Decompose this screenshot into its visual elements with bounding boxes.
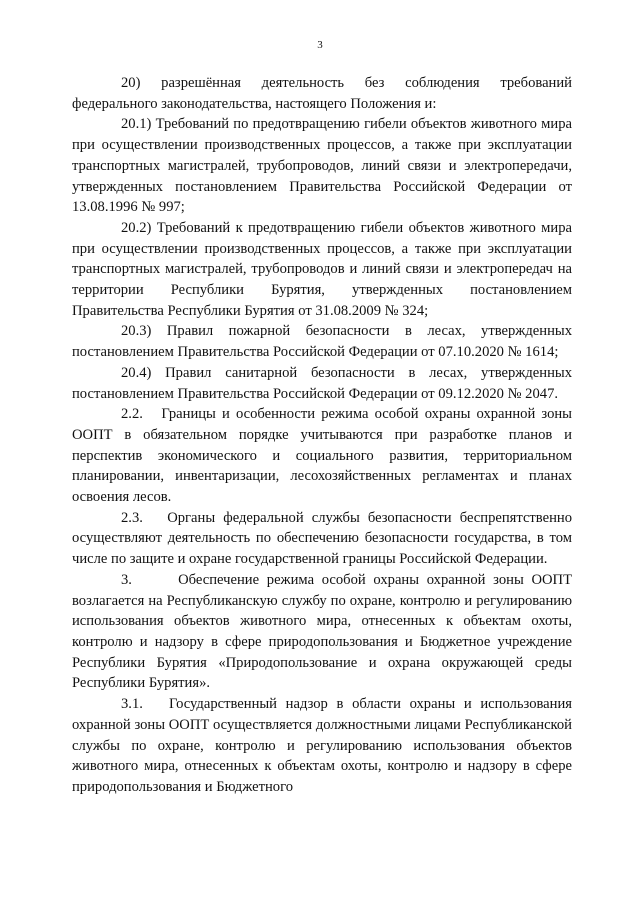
- page-number: 3: [317, 39, 323, 51]
- paragraph-20-4: 20.4) Правил санитарной безопасности в лесах, утвержденных постановлением Правительства Российской Федерации от 09.12.2020 № 2047.: [72, 364, 572, 402]
- paragraph-3-1: 3.1. Государственный надзор в области охраны и использования охранной зоны ООПТ осуществляется должностными лицами Республиканской службы по охране, контролю и регулированию использования объектов животного мира, отнесенных к объектам охоты, контролю и надзору в сфере природопользования и Бюджетного: [72, 696, 572, 795]
- paragraph-20-1: 20.1) Требований по предотвращению гибели объектов животного мира при осуществлении производственных процессов, а также при эксплуатации транспортных магистралей, трубопроводов, линий связи и электропередачи, утвержденных постановлением Правительства Российской Федерации от 13.08.1996 № 997;: [72, 116, 572, 216]
- paragraph-20-3: 20.3) Правил пожарной безопасности в лесах, утвержденных постановлением Правительства Российской Федерации от 07.10.2020 № 1614;: [72, 323, 572, 361]
- document-body: [72, 73, 572, 798]
- paragraph-3: 3. Обеспечение режима особой охраны охранной зоны ООПТ возлагается на Республиканскую службу по охране, контролю и регулированию использования объектов животного мира, отнесенных к объектам охоты, контролю и надзору в сфере природопользования и Бюджетное учреждение Республики Бурятия «Природопользование и охрана окружающей среды Республики Бурятия».: [72, 571, 572, 692]
- paragraph-20: 20) разрешённая деятельность без соблюдения требований федерального законодательства, настоящего Положения и:: [72, 75, 572, 112]
- paragraph-2-3: 2.3. Органы федеральной службы безопасности беспрепятственно осуществляют деятельность по обеспечению безопасности государства, в том числе по защите и охране государственной границы Российской Федерации.: [72, 509, 572, 568]
- paragraph-2-2: 2.2. Границы и особенности режима особой охраны охранной зоны ООПТ в обязательном порядке учитываются при разработке планов и перспектив экономического и социального развития, территориальном планировании, инвентаризации, лесохозяйственных регламентах и планах освоения лесов.: [72, 406, 572, 506]
- paragraph-20-2: 20.2) Требований к предотвращению гибели объектов животного мира при осуществлении производственных процессов, а также при эксплуатации транспортных магистралей, трубопроводов и линий связи и электропередач на территории Республики Бурятия, утвержденных постановлением Правительства Республики Бурятия от 31.08.2009 № 324;: [72, 219, 572, 319]
